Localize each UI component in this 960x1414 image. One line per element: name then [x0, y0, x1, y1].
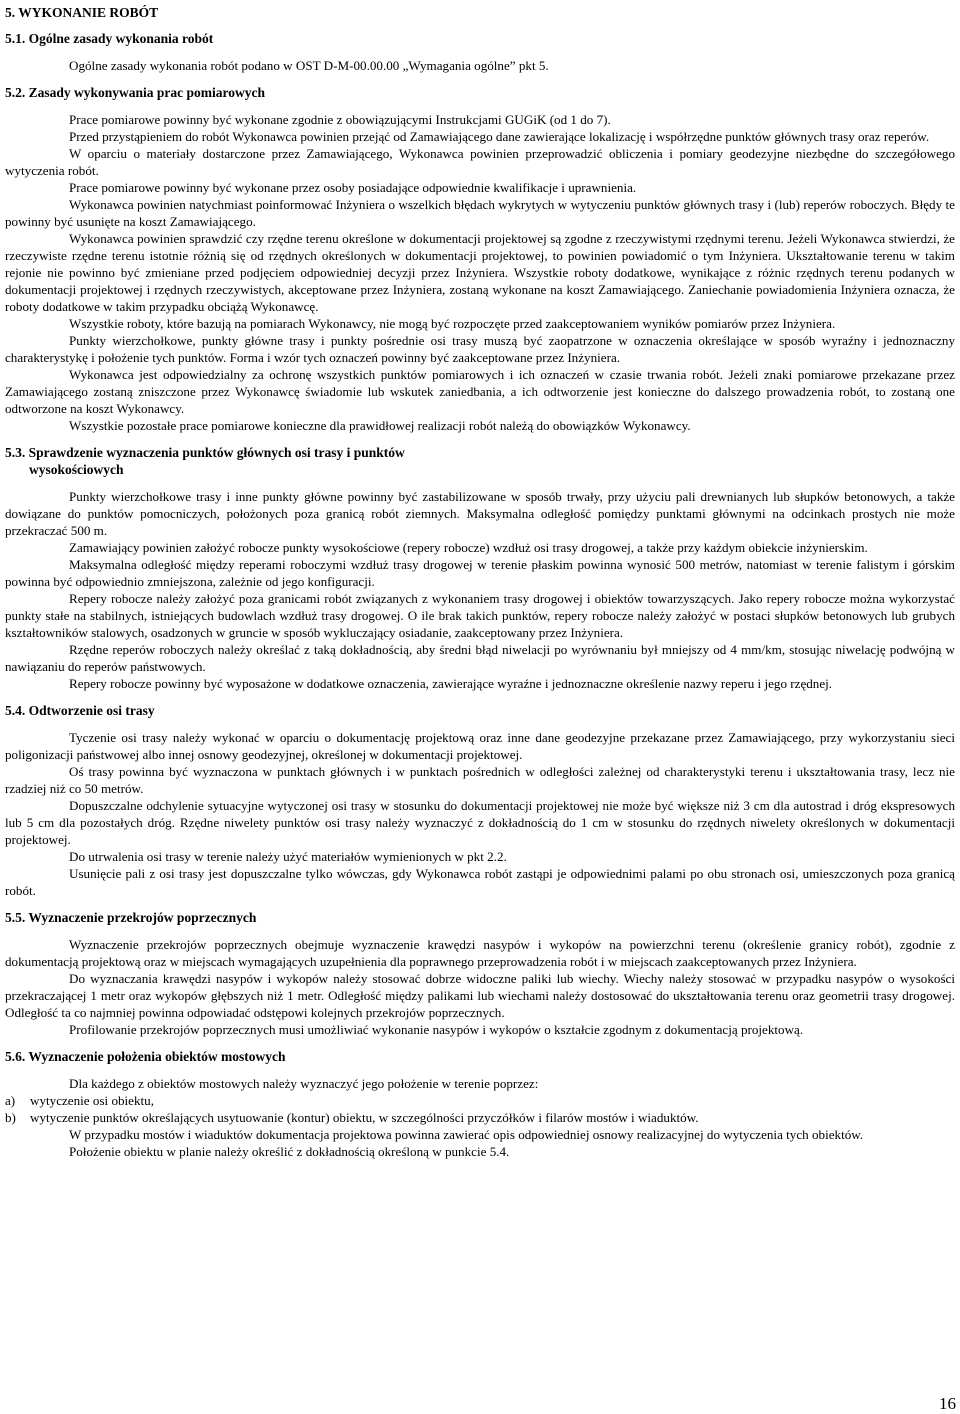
- paragraph: Oś trasy powinna być wyznaczona w punktach głównych i w punktach pośrednich w odległości zależnej od charakterystyki terenu i ukształtowania trasy, lecz nie rzadziej niż co 50 metrów.: [5, 764, 955, 796]
- paragraph: Do wyznaczania krawędzi nasypów i wykopów należy stosować dobrze widoczne paliki lub wiechy. Wiechy należy stosować w przypadku nasypów o wysokości przekraczającej 1 metr oraz wykopów głębszych niż 1 metr. Odległość między palikami lub wiechami należy dostosować do ukształtowania terenu oraz geometrii trasy drogowej. Odległość ta co najmniej powinna odpowiadać odstępowi kolejnych przekrojów poprzecznych.: [5, 971, 955, 1020]
- subsection-heading: [5, 444, 955, 478]
- paragraph: Ogólne zasady wykonania robót podano w OST D-M-00.00.00 „Wymagania ogólne” pkt 5.: [69, 58, 549, 73]
- list-item-text: wytyczenie osi obiektu,: [30, 1093, 154, 1108]
- subsection-heading: 5.5. Wyznaczenie przekrojów poprzecznych: [5, 910, 257, 925]
- paragraph: Wyznaczenie przekrojów poprzecznych obejmuje wyznaczenie krawędzi nasypów i wykopów na powierzchni terenu (określenie granicy robót), zgodnie z dokumentacją projektową oraz w miejscach wymagających uzupełnienia dla poprawnego przeprowadzenia robót i w miejscach zaakceptowanych przez Inżyniera.: [5, 937, 955, 969]
- subsection-heading: 5.6. Wyznaczenie położenia obiektów mostowych: [5, 1049, 286, 1064]
- paragraph: Wykonawca powinien sprawdzić czy rzędne terenu określone w dokumentacji projektowej są zgodne z rzeczywistymi rzędnymi terenu. Jeżeli Wykonawca stwierdzi, że rzeczywiste rzędne terenu istotnie różnią się od rzędnych określonych w dokumentacji projektowej, to powinien powiadomić o tym Inżyniera. Ukształtowanie terenu w takim rejonie nie powinno być zmieniane przed podjęciem odpowiedniej decyzji przez Inżyniera. Wszystkie roboty dodatkowe, wynikające z różnic rzędnych terenu podanych w dokumentacji projektowej i rzędnych rzeczywistych, akceptowane przez Inżyniera, zostaną wykonane na koszt Zamawiającego. Zaniechanie powiadomienia Inżyniera oznacza, że roboty dodatkowe w takim przypadku obciążą Wykonawcę.: [5, 231, 955, 314]
- paragraph: W przypadku mostów i wiaduktów dokumentacja projektowa powinna zawierać opis odpowiedniej osnowy realizacyjnej do wytyczenia tych obiektów.: [69, 1127, 864, 1142]
- paragraph: Przed przystąpieniem do robót Wykonawca powinien przejąć od Zamawiającego dane zawierające lokalizację i współrzędne punktów głównych trasy oraz reperów.: [69, 129, 930, 144]
- subsection-heading: 5.1. Ogólne zasady wykonania robót: [5, 31, 214, 46]
- section-heading: 5. WYKONANIE ROBÓT: [5, 5, 159, 20]
- paragraph: Prace pomiarowe powinny być wykonane zgodnie z obowiązującymi Instrukcjami GUGiK (od 1 do 7).: [69, 112, 611, 127]
- list-marker: b): [5, 1110, 16, 1125]
- subsection-heading-line2: wysokościowych: [29, 462, 124, 477]
- document-page: [5, 4, 955, 1160]
- subsection-heading-line1: 5.3. Sprawdzenie wyznaczenia punktów głównych osi trasy i punktów: [5, 445, 405, 460]
- paragraph: Wykonawca powinien natychmiast poinformować Inżyniera o wszelkich błędach wykrytych w wytyczeniu punktów głównych trasy i (lub) reperów roboczych. Błędy te powinny być usunięte na koszt Zamawiającego.: [5, 197, 955, 229]
- paragraph: Do utrwalenia osi trasy w terenie należy użyć materiałów wymienionych w pkt 2.2.: [69, 849, 507, 864]
- paragraph: Punkty wierzchołkowe trasy i inne punkty główne powinny być zastabilizowane w sposób trwały, przy użyciu pali drewnianych lub słupków betonowych, a także dowiązane do punktów pomocniczych, położonych poza granicą robót ziemnych. Maksymalna odległość pomiędzy punktami głównymi na odcinkach prostych nie może przekraczać 500 m.: [5, 489, 955, 538]
- paragraph: Maksymalna odległość między reperami roboczymi wzdłuż trasy drogowej w terenie płaskim powinna wynosić 500 metrów, natomiast w terenie falistym i górskim powinna być odpowiednio zmniejszona, zależnie od jego konfiguracji.: [5, 557, 955, 589]
- paragraph: Położenie obiektu w planie należy określić z dokładnością określoną w punkcie 5.4.: [69, 1144, 510, 1159]
- subsection-heading: 5.4. Odtworzenie osi trasy: [5, 703, 155, 718]
- paragraph: Usunięcie pali z osi trasy jest dopuszczalne tylko wówczas, gdy Wykonawca robót zastąpi je odpowiednimi palami po obu stronach osi, umieszczonych poza granicą robót.: [5, 866, 955, 898]
- list-item-text: wytyczenie punktów określających usytuowanie (kontur) obiektu, w szczególności przyczółków i filarów mostów i wiaduktów.: [30, 1110, 699, 1125]
- paragraph: Wykonawca jest odpowiedzialny za ochronę wszystkich punktów pomiarowych i ich oznaczeń w czasie trwania robót. Jeżeli znaki pomiarowe przekazane przez Zamawiającego zostaną zniszczone przez Wykonawcę świadomie lub wskutek zaniedbania, a ich odtworzenie jest konieczne do dalszego prowadzenia robót, to zostaną one odtworzone na koszt Wykonawcy.: [5, 367, 955, 416]
- paragraph: Profilowanie przekrojów poprzecznych musi umożliwiać wykonanie nasypów i wykopów o kształcie zgodnym z dokumentacją projektową.: [69, 1022, 804, 1037]
- subsection-heading: 5.2. Zasady wykonywania prac pomiarowych: [5, 85, 266, 100]
- paragraph: W oparciu o materiały dostarczone przez Zamawiającego, Wykonawca powinien przeprowadzić obliczenia i pomiary geodezyjne niezbędne do szczegółowego wytyczenia robót.: [5, 146, 955, 178]
- paragraph: Prace pomiarowe powinny być wykonane przez osoby posiadające odpowiednie kwalifikacje i uprawnienia.: [69, 180, 637, 195]
- paragraph: Zamawiający powinien założyć robocze punkty wysokościowe (repery robocze) wzdłuż osi trasy drogowej, a także przy każdym obiekcie inżynierskim.: [69, 540, 868, 555]
- paragraph: Wszystkie roboty, które bazują na pomiarach Wykonawcy, nie mogą być rozpoczęte przed zaakceptowaniem wyników pomiarów przez Inżyniera.: [69, 316, 836, 331]
- list-marker: a): [5, 1093, 16, 1108]
- paragraph: Rzędne reperów roboczych należy określać z taką dokładnością, aby średni błąd niwelacji po wyrównaniu był mniejszy od 4 mm/km, stosując niwelację podwójną w nawiązaniu do reperów państwowych.: [5, 642, 955, 674]
- paragraph: Tyczenie osi trasy należy wykonać w oparciu o dokumentację projektową oraz inne dane geodezyjne przekazane przez Zamawiającego, przy wykorzystaniu sieci poligonizacji państwowej albo innej osnowy geodezyjnej, określonej w dokumentacji projektowej.: [5, 730, 955, 762]
- paragraph: Punkty wierzchołkowe, punkty główne trasy i punkty pośrednie osi trasy muszą być zaopatrzone w oznaczenia określające w sposób wyraźny i jednoznaczny charakterystykę i położenie tych punktów. Forma i wzór tych oznaczeń powinny być zaakceptowane przez Inżyniera.: [5, 333, 955, 365]
- paragraph: Repery robocze należy założyć poza granicami robót związanych z wykonaniem trasy drogowej i obiektów towarzyszących. Jako repery robocze można wykorzystać punkty stałe na stabilnych, istniejących budowlach wzdłuż trasy drogowej. O ile brak takich punktów, repery robocze należy założyć w postaci słupków betonowych lub grubych kształtowników stalowych, osadzonych w gruncie w sposób wykluczający osiadanie, zaakceptowany przez Inżyniera.: [5, 591, 955, 640]
- paragraph: Dla każdego z obiektów mostowych należy wyznaczyć jego położenie w terenie poprzez:: [69, 1076, 539, 1091]
- page-number: 16: [939, 1394, 956, 1413]
- paragraph: Dopuszczalne odchylenie sytuacyjne wytyczonej osi trasy w stosunku do dokumentacji projektowej nie może być większe niż 3 cm dla autostrad i dróg ekspresowych lub 5 cm dla pozostałych dróg. Rzędne niwelety punktów osi trasy należy wyznaczyć z dokładnością do 1 cm w stosunku do rzędnych niwelety określonych w dokumentacji projektowej.: [5, 798, 955, 847]
- list-item: [5, 1109, 955, 1126]
- paragraph: Wszystkie pozostałe prace pomiarowe konieczne dla prawidłowej realizacji robót należą do obowiązków Wykonawcy.: [69, 418, 691, 433]
- list-item: [5, 1092, 955, 1109]
- paragraph: Repery robocze powinny być wyposażone w dodatkowe oznaczenia, zawierające wyraźne i jednoznaczne określenie nazwy reperu i jego rzędnej.: [69, 676, 833, 691]
